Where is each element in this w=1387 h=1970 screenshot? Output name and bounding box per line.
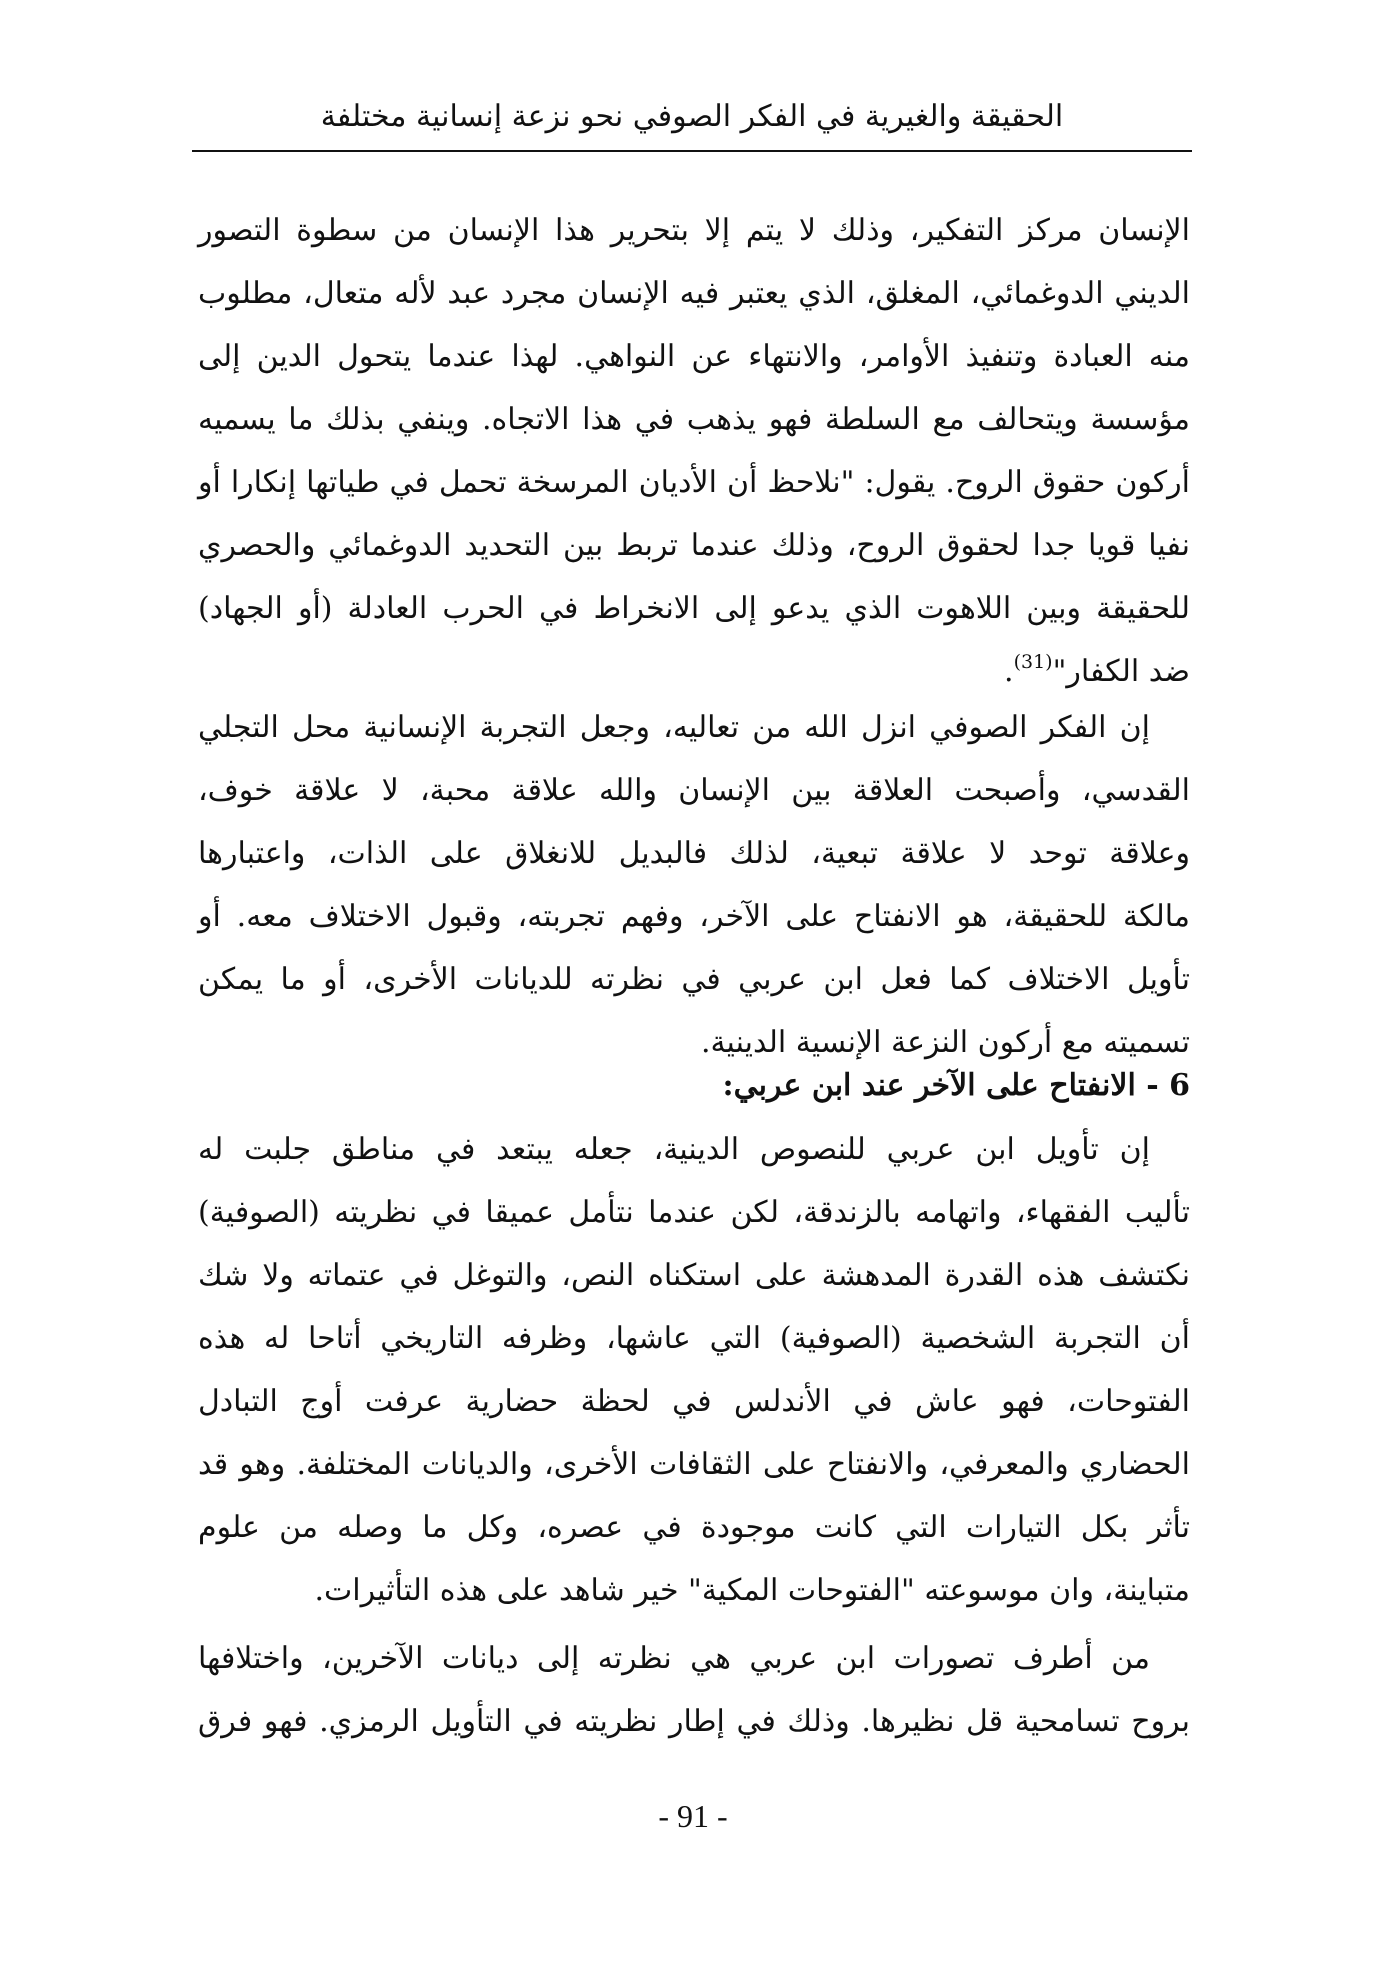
paragraph-2: [198, 696, 1190, 1074]
paragraph-line: متباينة، وان موسوعته "الفتوحات المكية" خير شاهد على هذه التأثيرات.: [314, 1573, 1190, 1608]
paragraph-line: منه العبادة وتنفيذ الأوامر، والانتهاء عن النواهي. لهذا عندما يتحول الدين إلى: [198, 339, 1190, 374]
paragraph-line: الديني الدوغمائي، المغلق، الذي يعتبر فيه الإنسان مجرد عبد لأله متعال، مطلوب: [198, 276, 1190, 311]
paragraph-3: [198, 1118, 1190, 1622]
paragraph-line: الحضاري والمعرفي، والانفتاح على الثقافات الأخرى، والديانات المختلفة. وهو قد: [198, 1447, 1190, 1482]
paragraph-line: أن التجربة الشخصية (الصوفية) التي عاشها، وظرفه التاريخي أتاحا له هذه: [198, 1321, 1190, 1356]
paragraph-line: مؤسسة ويتحالف مع السلطة فهو يذهب في هذا الاتجاه. وينفي بذلك ما يسميه: [198, 402, 1190, 437]
footnote-reference: (31): [1013, 651, 1053, 673]
paragraph-line: وعلاقة توحد لا علاقة تبعية، لذلك فالبديل للانغلاق على الذات، واعتبارها: [198, 836, 1190, 871]
paragraph-line: للحقيقة وبين اللاهوت الذي يدعو إلى الانخراط في الحرب العادلة (أو الجهاد): [198, 591, 1190, 626]
paragraph-4: [198, 1627, 1190, 1753]
running-head: الحقيقة والغيرية في الفكر الصوفي نحو نزعة إنسانية مختلفة: [320, 99, 1064, 134]
paragraph-line: مالكة للحقيقة، هو الانفتاح على الآخر، وفهم تجربته، وقبول الاختلاف معه. أو: [198, 899, 1190, 934]
section-heading-text: 6 - الانفتاح على الآخر عند ابن عربي:: [722, 1068, 1190, 1103]
paragraph-line: نكتشف هذه القدرة المدهشة على استكناه النص، والتوغل في عتماته ولا شك: [198, 1258, 1190, 1293]
section-heading: [198, 1054, 1190, 1117]
paragraph-1: [198, 199, 1190, 703]
paragraph-line: تأثر بكل التيارات التي كانت موجودة في عصره، وكل ما وصله من علوم: [198, 1510, 1190, 1545]
paragraph-line: بروح تسامحية قل نظيرها. وذلك في إطار نظريته في التأويل الرمزي. فهو فرق: [198, 1704, 1190, 1739]
paragraph-line: من أطرف تصورات ابن عربي هي نظرته إلى ديانات الآخرين، واختلافها: [198, 1641, 1150, 1676]
header-rule: [192, 150, 1192, 152]
paragraph-line: إن تأويل ابن عربي للنصوص الدينية، جعله يبتعد في مناطق جلبت له: [198, 1132, 1150, 1167]
paragraph-last-line: [198, 640, 1190, 703]
paragraph-line: القدسي، وأصبحت العلاقة بين الإنسان والله علاقة محبة، لا علاقة خوف،: [198, 773, 1190, 808]
paragraph-line: إن الفكر الصوفي انزل الله من تعاليه، وجعل التجربة الإنسانية محل التجلي: [198, 710, 1150, 745]
paragraph-line: تأويل الاختلاف كما فعل ابن عربي في نظرته للديانات الأخرى، أو ما يمكن: [198, 962, 1190, 997]
paragraph-line: تسميته مع أركون النزعة الإنسية الدينية.: [700, 1025, 1190, 1060]
paragraph-line: الإنسان مركز التفكير، وذلك لا يتم إلا بتحرير هذا الإنسان من سطوة التصور: [198, 213, 1190, 248]
paragraph-line: تأليب الفقهاء، واتهامه بالزندقة، لكن عندما نتأمل عميقا في نظريته (الصوفية): [198, 1195, 1190, 1230]
paragraph-line: نفيا قويا جدا لحقوق الروح، وذلك عندما تربط بين التحديد الدوغمائي والحصري: [198, 528, 1190, 563]
paragraph-line: الفتوحات، فهو عاش في الأندلس في لحظة حضارية عرفت أوج التبادل: [198, 1384, 1190, 1419]
paragraph-line: أركون حقوق الروح. يقول: "نلاحظ أن الأديان المرسخة تحمل في طياتها إنكارا أو: [198, 465, 1190, 500]
page-number: - 91 -: [658, 1798, 728, 1834]
quoted-text-end: ضد الكفار": [1052, 654, 1190, 689]
end-punctuation: .: [1004, 654, 1014, 689]
